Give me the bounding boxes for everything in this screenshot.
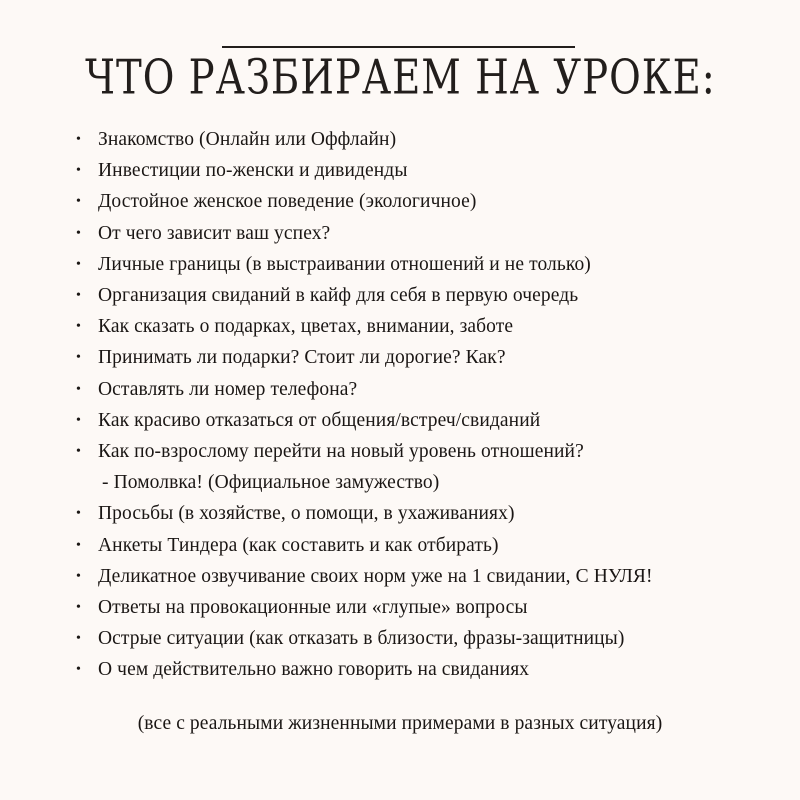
- bullet-icon: •: [76, 537, 82, 553]
- list-item: [72, 654, 772, 685]
- list-item-label: Инвестиции по-женски и дивиденды: [98, 160, 408, 182]
- list-item: [72, 342, 772, 373]
- list-item-label: Как по-взрослому перейти на новый уровень отношений?: [98, 441, 584, 463]
- bullet-icon: •: [76, 506, 82, 522]
- list-item-label: Просьбы (в хозяйстве, о помощи, в ухаживаниях): [98, 503, 515, 525]
- list-item: [72, 530, 772, 561]
- list-item: [72, 561, 772, 592]
- bullet-icon: •: [76, 194, 82, 210]
- list-item-label: Принимать ли подарки? Стоит ли дорогие? Как?: [98, 347, 506, 369]
- list-item-label: Личные границы (в выстраивании отношений и не только): [98, 253, 591, 275]
- list-item: [72, 249, 772, 280]
- bullet-icon: •: [76, 350, 82, 366]
- bullet-icon: •: [76, 319, 82, 335]
- list-item-label: Анкеты Тиндера (как составить и как отбирать): [98, 534, 499, 556]
- list-item: [72, 374, 772, 405]
- list-item-label: Знакомство (Онлайн или Оффлайн): [98, 129, 397, 150]
- lesson-topics-list: [72, 124, 772, 686]
- bullet-icon: •: [76, 256, 82, 272]
- title-underline: [222, 46, 575, 48]
- list-item-sub: [72, 467, 772, 498]
- list-item-label: - Помолвка! (Официальное замужество): [102, 472, 440, 494]
- list-item-label: Как красиво отказаться от общения/встреч/свиданий: [98, 409, 541, 431]
- list-item: [72, 218, 772, 249]
- bullet-icon: •: [76, 662, 82, 678]
- list-item-label: Организация свиданий в кайф для себя в первую очередь: [98, 285, 579, 307]
- list-item: [72, 311, 772, 342]
- list-item: [72, 280, 772, 311]
- page-title-block: [0, 50, 800, 106]
- bullet-icon: •: [76, 163, 82, 179]
- bullet-icon: •: [76, 381, 82, 397]
- list-item: [72, 155, 772, 186]
- list-item: [72, 186, 772, 217]
- list-item-label: Оставлять ли номер телефона?: [98, 378, 358, 400]
- list-item: [72, 498, 772, 529]
- list-item-label: О чем действительно важно говорить на свиданиях: [98, 659, 530, 681]
- bullet-icon: •: [76, 288, 82, 304]
- bullet-icon: •: [76, 444, 82, 460]
- list-item: [72, 436, 772, 467]
- list-item: [72, 592, 772, 623]
- bullet-icon: •: [76, 412, 82, 428]
- bullet-icon: •: [76, 225, 82, 241]
- list-item-label: Деликатное озвучивание своих норм уже на 1 свидании, С НУЛЯ!: [98, 565, 653, 587]
- list-item-label: Острые ситуации (как отказать в близости, фразы-защитницы): [98, 628, 625, 650]
- bullet-icon: •: [76, 568, 82, 584]
- page-title: ЧТО РАЗБИРАЕМ НА УРОКЕ:: [84, 50, 716, 106]
- bullet-icon: •: [76, 600, 82, 616]
- bullet-icon: •: [76, 631, 82, 647]
- list-item-label: От чего зависит ваш успех?: [98, 222, 331, 244]
- list-item: [72, 623, 772, 654]
- list-item-label: Как сказать о подарках, цветах, внимании, заботе: [98, 316, 514, 338]
- list-item-label: Достойное женское поведение (экологичное): [98, 191, 477, 213]
- list-item: [72, 405, 772, 436]
- list-item-label: Ответы на провокационные или «глупые» вопросы: [98, 597, 528, 619]
- list-item: [72, 124, 772, 155]
- bullet-icon: •: [76, 132, 82, 147]
- footer-note: (все с реальными жизненными примерами в разных ситуация): [137, 713, 663, 734]
